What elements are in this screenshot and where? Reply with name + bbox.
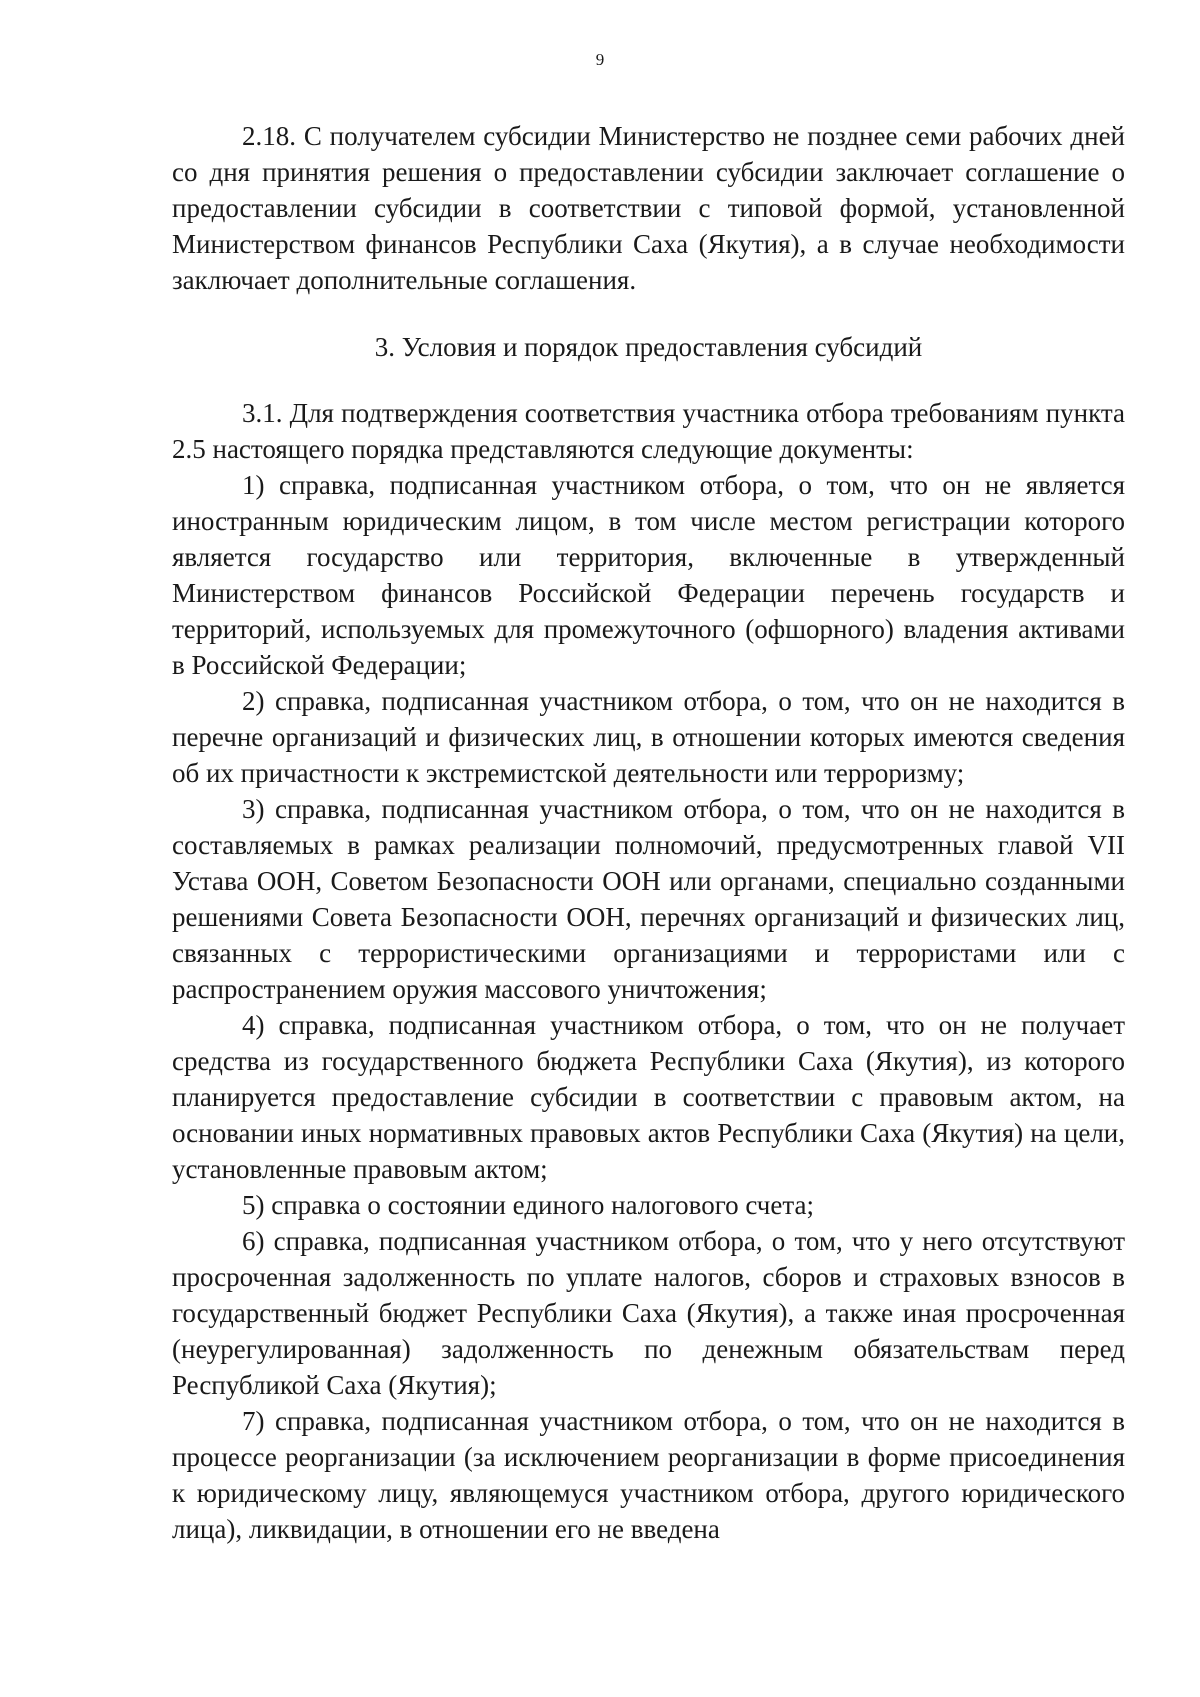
paragraph-2-18: 2.18. С получателем субсидии Министерство не позднее семи рабочих дней со дня принятия решения о предоставлении субсидии заключает соглашение о предоставлении субсидии в соответствии с типовой формой, установленной Министерством финансов Республики Саха (Якутия), а в случае необходимости заключает дополнительные соглашения. — [172, 121, 1125, 295]
list-item-1: 1) справка, подписанная участником отбора, о том, что он не является иностранным юридическим лицом, в том числе местом регистрации которого является государство или территория, включенные в утвержденный Министерством финансов Российской Федерации перечень государств и территорий, используемых для промежуточного (офшорного) владения активами в Российской Федерации; — [172, 470, 1125, 680]
document-body — [172, 118, 1125, 1547]
list-item-6: 6) справка, подписанная участником отбора, о том, что у него отсутствуют просроченная задолженность по уплате налогов, сборов и страховых взносов в государственный бюджет Республики Саха (Якутия), а также иная просроченная (неурегулированная) задолженность по денежным обязательствам перед Республикой Саха (Якутия); — [172, 1226, 1125, 1400]
section-heading-3: 3. Условия и порядок предоставления субсидий — [374, 332, 923, 362]
list-item-3: 3) справка, подписанная участником отбора, о том, что он не находится в составляемых в рамках реализации полномочий, предусмотренных главой VII Устава ООН, Советом Безопасности ООН или органами, специально созданными решениями Совета Безопасности ООН, перечнях организаций и физических лиц, связанных с террористическими организациями и террористами или с распространением оружия массового уничтожения; — [172, 794, 1125, 1004]
paragraph-3-1: 3.1. Для подтверждения соответствия участника отбора требованиям пункта 2.5 настоящего порядка представляются следующие документы: — [172, 398, 1125, 464]
list-item-5: 5) справка о состоянии единого налогового счета; — [242, 1190, 814, 1220]
list-item-4: 4) справка, подписанная участником отбора, о том, что он не получает средства из государственного бюджета Республики Саха (Якутия), из которого планируется предоставление субсидии в соответствии с правовым актом, на основании иных нормативных правовых актов Республики Саха (Якутия) на цели, установленные правовым актом; — [172, 1010, 1125, 1184]
list-item-2: 2) справка, подписанная участником отбора, о том, что он не находится в перечне организаций и физических лиц, в отношении которых имеются сведения об их причастности к экстремистской деятельности или терроризму; — [172, 686, 1125, 788]
list-item-7: 7) справка, подписанная участником отбора, о том, что он не находится в процессе реорганизации (за исключением реорганизации в форме присоединения к юридическому лицу, являющемуся участником отбора, другого юридического лица), ликвидации, в отношении его не введена — [172, 1406, 1125, 1544]
page-number: 9 — [595, 50, 605, 69]
